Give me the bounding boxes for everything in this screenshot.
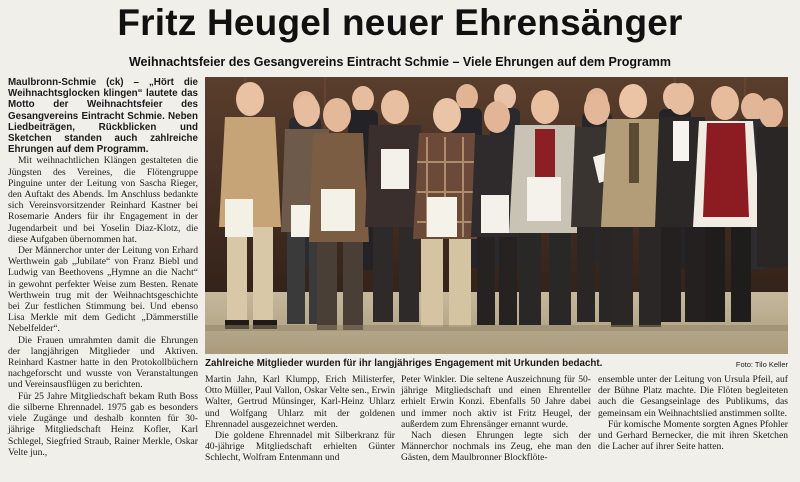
- photo-caption: Zahlreiche Mitglieder wurden für ihr langjähriges Engagement mit Urkunden bedacht.: [205, 358, 603, 369]
- paragraph: Die goldene Ehrennadel mit Silberkranz für 40-jährige Mitgliedschaft erhielten Günter Schlecht, Wolfram Entenmann und: [205, 430, 395, 464]
- paragraph: Martin Jahn, Karl Klumpp, Erich Milisterfer, Otto Müller, Paul Vallon, Oskar Velte sen., Erwin Walter, Gertrud Münsinger, Karl-Heinz Uhlarz und Wolfgang Uhlarz mit der goldenen Ehrennadel ausgezeichnet werden.: [205, 374, 395, 430]
- paragraph: Für komische Momente sorgten Agnes Pfohler und Gerhard Bernecker, die mit ihren Sketchen die Lacher auf ihrer Seite hatten.: [598, 418, 788, 453]
- paragraph: ensemble unter der Leitung von Ursula Pfeil, auf der Bühne Platz machte. Die Flöten begleiteten auch die Gesangseinlage des Publikums, das gemeinsam ein Weihnachtslied anstimmen sollte.: [598, 374, 788, 419]
- group-photo: [205, 77, 788, 354]
- article-column-4: [598, 374, 788, 482]
- lead-paragraph: Maulbronn-Schmie (ck) – „Hört die Weihnachtsglocken klingen“ lautete das Motto der Weihnachtsfeier des Gesangvereins Eintracht Schmie. Neben Liedbeiträgen, Rückblicken und Sketchen standen auch zahlreiche Ehrungen auf dem Programm.: [8, 77, 198, 156]
- group-photo-illustration: [205, 77, 788, 354]
- paragraph: Peter Winkler. Die seltene Auszeichnung für 50-jährige Mitgliedschaft und einen Ehrenteller erhielt Erwin Konzi. Ebenfalls 50 Jahre dabei und immer noch aktiv ist Fritz Heugel, der außerdem zum Ehrensänger ernannt wurde.: [401, 374, 591, 430]
- paragraph: Die Frauen umrahmten damit die Ehrungen der langjährigen Mitglieder und Aktiven. Reinhard Kastner hatte in den Protokollbüchern nachgeforscht und wusste von Veranstaltungen und Vereinsausflügen zu berichten.: [8, 334, 198, 391]
- paragraph: Mit weihnachtlichen Klängen gestalteten die Jüngsten des Vereines, die Flötengruppe Pinguine unter der Leitung von Sascha Rieger, den Auftakt des Abends. Im Anschluss bedankte sich Vereinsvorsitzender Reinhard Kastner bei Rosemarie Anders für ihr Engagement in der Jugendarbeit und bei Yoselin Diaz-Klotz, die diese Aufgaben übernommen hat.: [8, 155, 198, 245]
- article-column-3: [401, 374, 591, 482]
- paragraph: Der Männerchor unter der Leitung von Erhard Werthwein gab „Jubilate“ von Franz Biebl und Ludwig van Beethovens „Hymne an die Nacht“ in gewohnt perfekter Weise zum Besten. Renate Werthwein trug mit der Weihnachtsgeschichte bei Zur festlichen Stimmung bei. Und ebenso Lisa Merkle mit dem Gedicht „Dämmerstille Nebelfelder“.: [8, 245, 198, 335]
- article-subheadline: Weihnachtsfeier des Gesangvereins Eintracht Schmie – Viele Ehrungen auf dem Programm: [128, 55, 672, 69]
- paragraph: Nach diesen Ehrungen legte sich der Männerchor nochmals ins Zeug, ehe man den Gästen, dem Maulbronner Blockflöte-: [401, 430, 591, 464]
- photo-credit: Foto: Tilo Keller: [735, 360, 788, 369]
- article-column-1: [8, 77, 198, 477]
- article-headline: Fritz Heugel neuer Ehrensänger: [117, 2, 683, 43]
- article-column-2: [205, 374, 395, 482]
- paragraph: Für 25 Jahre Mitgliedschaft bekam Ruth Boss die silberne Ehrennadel. 1975 gab es besonders viele Zugänge und deshalb konnten für 30-jährige Mitgliedschaft Heinz Kofler, Karl Schlegel, Siegfried Straub, Rainer Merkle, Oskar Velte jun.,: [8, 390, 198, 458]
